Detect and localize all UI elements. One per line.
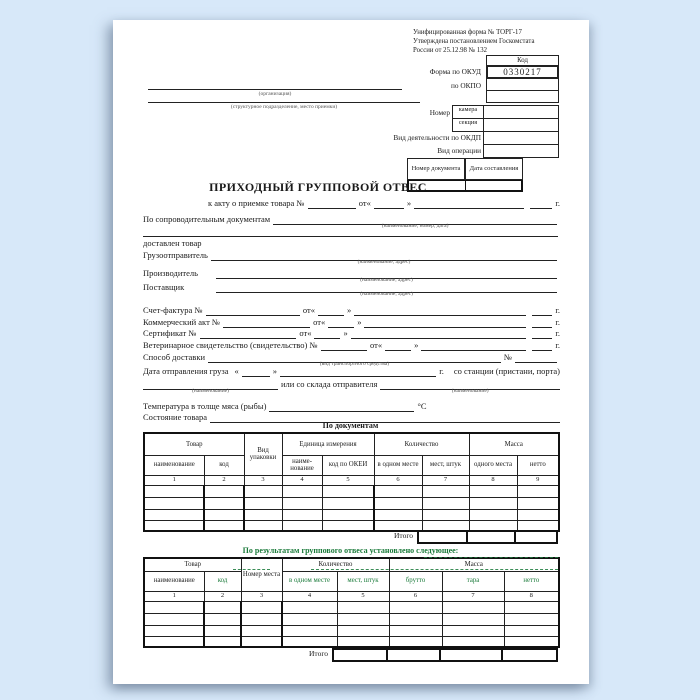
form-page xyxy=(113,20,589,684)
green-dashed-line xyxy=(311,569,558,570)
body-cell xyxy=(504,636,559,647)
num-cell: 2 xyxy=(204,475,244,485)
condition-label: Состояние товара xyxy=(143,412,208,423)
header-cell: Количество xyxy=(374,433,469,455)
ot-token: от xyxy=(313,317,321,328)
camera-label-box xyxy=(452,105,484,119)
body-cell xyxy=(374,509,422,520)
body-cell xyxy=(204,601,241,613)
departure-row xyxy=(143,365,560,377)
shipper-row xyxy=(143,248,560,265)
body-cell xyxy=(241,636,282,647)
supplier-label: Поставщик xyxy=(143,282,185,293)
body-cell xyxy=(241,601,282,613)
body-cell xyxy=(517,509,559,520)
num-cell: 8 xyxy=(469,475,517,485)
body-cell xyxy=(244,497,282,509)
body-cell xyxy=(144,601,204,613)
body-cell xyxy=(144,625,204,636)
delivery-method-label: Способ доставки xyxy=(143,352,205,363)
section-value-box xyxy=(483,118,559,132)
num-cell: 1 xyxy=(144,591,204,601)
form-approval-block xyxy=(413,28,534,56)
ot-token: от xyxy=(358,198,367,209)
body-cell xyxy=(422,497,469,509)
station-label: со станции (пристани, порта) xyxy=(453,366,560,377)
quote-open: « xyxy=(320,317,326,328)
body-cell xyxy=(144,509,204,520)
approval-date-line: России от 25.12.98 № 132 xyxy=(413,47,488,55)
degree-unit: °С xyxy=(417,401,427,412)
num-cell: 4 xyxy=(282,475,322,485)
table2-total-label: Итого xyxy=(309,649,328,658)
body-cell xyxy=(282,485,322,497)
spacer xyxy=(143,648,309,662)
organization-caption: (организация) xyxy=(258,91,292,97)
table2-total-cells xyxy=(332,648,558,662)
header-cell: тара xyxy=(442,571,504,591)
body-cell xyxy=(517,497,559,509)
year-token: г. xyxy=(439,366,444,377)
table1-total-label: Итого xyxy=(394,531,413,540)
warehouse-row xyxy=(143,378,560,394)
body-cell xyxy=(374,485,422,497)
section-label: секция xyxy=(458,119,478,126)
kod-header: Код xyxy=(517,57,528,64)
body-cell xyxy=(204,485,244,497)
num-cell: 5 xyxy=(322,475,374,485)
supplier-row xyxy=(143,277,560,297)
body-cell xyxy=(204,509,244,520)
year-token: г. xyxy=(555,317,560,328)
producer-row xyxy=(143,266,560,283)
spacer xyxy=(143,530,394,544)
body-cell xyxy=(282,636,337,647)
body-cell xyxy=(389,613,442,625)
form-title: ПРИХОДНЫЙ ГРУППОВОЙ ОТВЕС xyxy=(209,180,427,194)
blank-line xyxy=(143,387,278,394)
body-cell xyxy=(282,601,337,613)
blank-line xyxy=(380,387,560,394)
body-cell xyxy=(389,636,442,647)
header-cell: одного места xyxy=(469,455,517,475)
body-cell xyxy=(241,613,282,625)
total-cell xyxy=(501,650,556,660)
operation-label: Вид операции xyxy=(437,146,481,155)
header-cell: наименование xyxy=(144,571,204,591)
header-cell: в одном месте xyxy=(282,571,337,591)
body-cell xyxy=(442,613,504,625)
delivered-by-line xyxy=(143,236,558,237)
body-cell xyxy=(389,601,442,613)
body-cell xyxy=(204,636,241,647)
invoice-label: Счет-фактура № xyxy=(143,305,203,316)
body-cell xyxy=(282,509,322,520)
body-cell xyxy=(442,625,504,636)
year-token: г. xyxy=(555,340,560,351)
camera-label: камера xyxy=(458,106,478,113)
organization-line xyxy=(148,89,402,90)
number-sign: № xyxy=(503,352,512,363)
subdivision-line xyxy=(148,102,420,103)
approved-by-line: Утверждена постановлением Госкомстата xyxy=(413,38,535,46)
blank-line xyxy=(515,360,557,363)
header-cell: в одном месте xyxy=(374,455,422,475)
table2-caption: По результатам группового отвеса установлено следующее: xyxy=(242,546,459,555)
number-label: Номер xyxy=(429,108,450,117)
producer-label: Производитель xyxy=(143,268,198,279)
unified-form-line: Унифицированная форма № ТОРГ-17 xyxy=(413,29,522,36)
body-cell xyxy=(442,601,504,613)
num-cell: 6 xyxy=(389,591,442,601)
temperature-label: Температура в толще мяса (рыбы) xyxy=(143,401,267,412)
certificate-row xyxy=(143,327,560,339)
warehouse-name-caption: (наименование) xyxy=(451,388,489,394)
okud-value-box xyxy=(486,65,559,79)
body-cell xyxy=(204,613,241,625)
supplier-caption: (наименование, адрес) xyxy=(360,291,413,297)
num-cell: 5 xyxy=(337,591,389,601)
act-line xyxy=(208,196,560,209)
header-cell: Количество xyxy=(282,558,389,571)
body-cell xyxy=(469,485,517,497)
body-cell xyxy=(144,613,204,625)
header-cell: Вид упаковки xyxy=(244,433,282,475)
act-line-prefix: к акту о приемке товара № xyxy=(208,198,305,209)
body-cell xyxy=(282,613,337,625)
total-cell xyxy=(419,532,466,542)
total-cell xyxy=(386,650,439,660)
shipper-caption: (наименование, адрес) xyxy=(357,259,411,265)
accompanying-docs-label: По сопроводительным документам xyxy=(143,214,271,225)
table1-caption: По документам xyxy=(322,421,379,430)
doc-date-header: Дата составления xyxy=(465,158,523,180)
blank-line xyxy=(530,206,552,209)
body-cell xyxy=(244,485,282,497)
num-cell: 7 xyxy=(422,475,469,485)
body-cell xyxy=(337,601,389,613)
header-cell: Номер места xyxy=(241,558,282,591)
num-cell: 3 xyxy=(244,475,282,485)
year-token: г. xyxy=(555,305,560,316)
okdp-value-box xyxy=(483,131,559,145)
num-cell: 2 xyxy=(204,591,241,601)
table1-total-cells xyxy=(417,530,558,544)
num-cell: 7 xyxy=(442,591,504,601)
total-cell xyxy=(466,532,514,542)
num-cell: 9 xyxy=(517,475,559,485)
num-cell: 6 xyxy=(374,475,422,485)
body-cell xyxy=(204,625,241,636)
table1-total-row xyxy=(143,530,558,544)
num-cell: 3 xyxy=(241,591,282,601)
body-cell xyxy=(322,509,374,520)
total-cell xyxy=(514,532,556,542)
commercial-act-label: Коммерческий акт № xyxy=(143,317,221,328)
header-cell: нетто xyxy=(517,455,559,475)
quote-close: » xyxy=(347,305,352,316)
body-cell xyxy=(337,613,389,625)
table2-total-row xyxy=(143,648,558,662)
header-cell: наиме-нование xyxy=(282,455,322,475)
doc-number-header: Номер документа xyxy=(407,158,465,180)
body-cell xyxy=(322,497,374,509)
subdivision-caption: (структурное подразделение, место приемки) xyxy=(230,104,338,110)
num-cell: 4 xyxy=(282,591,337,601)
header-cell: брутто xyxy=(389,571,442,591)
ot-token: от xyxy=(370,340,378,351)
body-cell xyxy=(144,636,204,647)
blank-line xyxy=(308,206,356,209)
blank-line xyxy=(414,206,524,209)
operation-value-box xyxy=(483,144,559,158)
blank-line xyxy=(216,290,557,297)
header-cell: нетто xyxy=(504,571,559,591)
header-cell: наименование xyxy=(144,455,204,475)
header-cell: Товар xyxy=(144,433,244,455)
veterinary-row xyxy=(143,339,560,351)
quote-open: « xyxy=(366,198,371,209)
camera-value-box xyxy=(483,105,559,119)
blank-line xyxy=(242,374,270,377)
quote-close: » xyxy=(272,366,278,377)
okdp-label: Вид деятельности по ОКДП xyxy=(393,133,481,142)
quote-open: « xyxy=(307,328,312,339)
or-warehouse-label: или со склада отправителя xyxy=(281,379,378,390)
body-cell xyxy=(504,601,559,613)
shipper-label: Грузоотправитель xyxy=(143,250,208,261)
num-cell: 1 xyxy=(144,475,204,485)
blank-line xyxy=(216,276,557,283)
body-cell xyxy=(322,485,374,497)
body-cell xyxy=(389,625,442,636)
header-cell: код xyxy=(204,455,244,475)
body-cell xyxy=(504,625,559,636)
body-cell xyxy=(469,509,517,520)
accompanying-docs-caption: (наименование, номер, дата) xyxy=(381,223,449,229)
delivered-label: доставлен товар xyxy=(143,238,202,248)
body-cell xyxy=(422,485,469,497)
header-cell: код xyxy=(204,571,241,591)
quote-close: » xyxy=(414,340,419,351)
header-cell: Масса xyxy=(389,558,559,571)
body-cell xyxy=(282,497,322,509)
header-cell: мест, штук xyxy=(337,571,389,591)
certificate-label: Сертификат № xyxy=(143,328,197,339)
blank-line xyxy=(374,206,404,209)
ot-token: от xyxy=(302,305,311,316)
invoice-row xyxy=(143,304,560,316)
body-cell xyxy=(282,625,337,636)
body-cell xyxy=(244,509,282,520)
body-cell xyxy=(144,485,204,497)
body-cell xyxy=(337,636,389,647)
blank-line xyxy=(208,360,501,367)
quote-close: » xyxy=(406,198,412,209)
weighing-results-table xyxy=(143,557,560,648)
header-cell: Единица измерения xyxy=(282,433,374,455)
green-dashed-line xyxy=(424,557,558,558)
accompanying-docs-row xyxy=(143,212,560,229)
green-dashed-line xyxy=(233,569,270,570)
okud-value: 0330217 xyxy=(503,67,542,77)
year-token: г. xyxy=(555,328,560,339)
header-cell: Масса xyxy=(469,433,559,455)
veterinary-label: Ветеринарное свидетельство (свидетельство) № xyxy=(143,340,318,351)
body-cell xyxy=(517,485,559,497)
blank-line xyxy=(280,374,436,377)
by-documents-table xyxy=(143,432,560,532)
spare-code-box xyxy=(486,90,559,103)
ot-token: от xyxy=(299,328,308,339)
body-cell xyxy=(469,497,517,509)
delivery-method-row xyxy=(143,351,560,367)
body-cell xyxy=(204,497,244,509)
doc-date-value xyxy=(465,181,521,190)
quote-close: » xyxy=(343,328,348,339)
header-cell: мест, штук xyxy=(422,455,469,475)
header-cell: код по ОКЕИ xyxy=(322,455,374,475)
total-cell xyxy=(439,650,501,660)
total-cell xyxy=(334,650,386,660)
body-cell xyxy=(241,625,282,636)
quote-close: » xyxy=(357,317,362,328)
year-token: г. xyxy=(555,198,560,209)
quote-open: « xyxy=(310,305,316,316)
delivery-method-caption: (вид транспортного средства) xyxy=(319,361,390,367)
station-name-caption: (наименование) xyxy=(192,388,229,394)
body-cell xyxy=(337,625,389,636)
body-cell xyxy=(442,636,504,647)
body-cell xyxy=(144,497,204,509)
body-cell xyxy=(504,613,559,625)
body-cell xyxy=(374,497,422,509)
okpo-label: по ОКПО xyxy=(450,81,481,90)
quote-open: « xyxy=(234,366,239,377)
quote-open: « xyxy=(377,340,383,351)
section-label-box xyxy=(452,118,484,132)
okud-label: Форма по ОКУД xyxy=(429,67,481,76)
num-cell: 8 xyxy=(504,591,559,601)
departure-label: Дата отправления груза xyxy=(143,366,229,377)
blank-line xyxy=(273,222,557,229)
body-cell xyxy=(422,509,469,520)
blank-line xyxy=(211,258,557,265)
header-cell: Товар xyxy=(144,558,241,571)
producer-caption: (наименование, адрес) xyxy=(360,277,413,283)
